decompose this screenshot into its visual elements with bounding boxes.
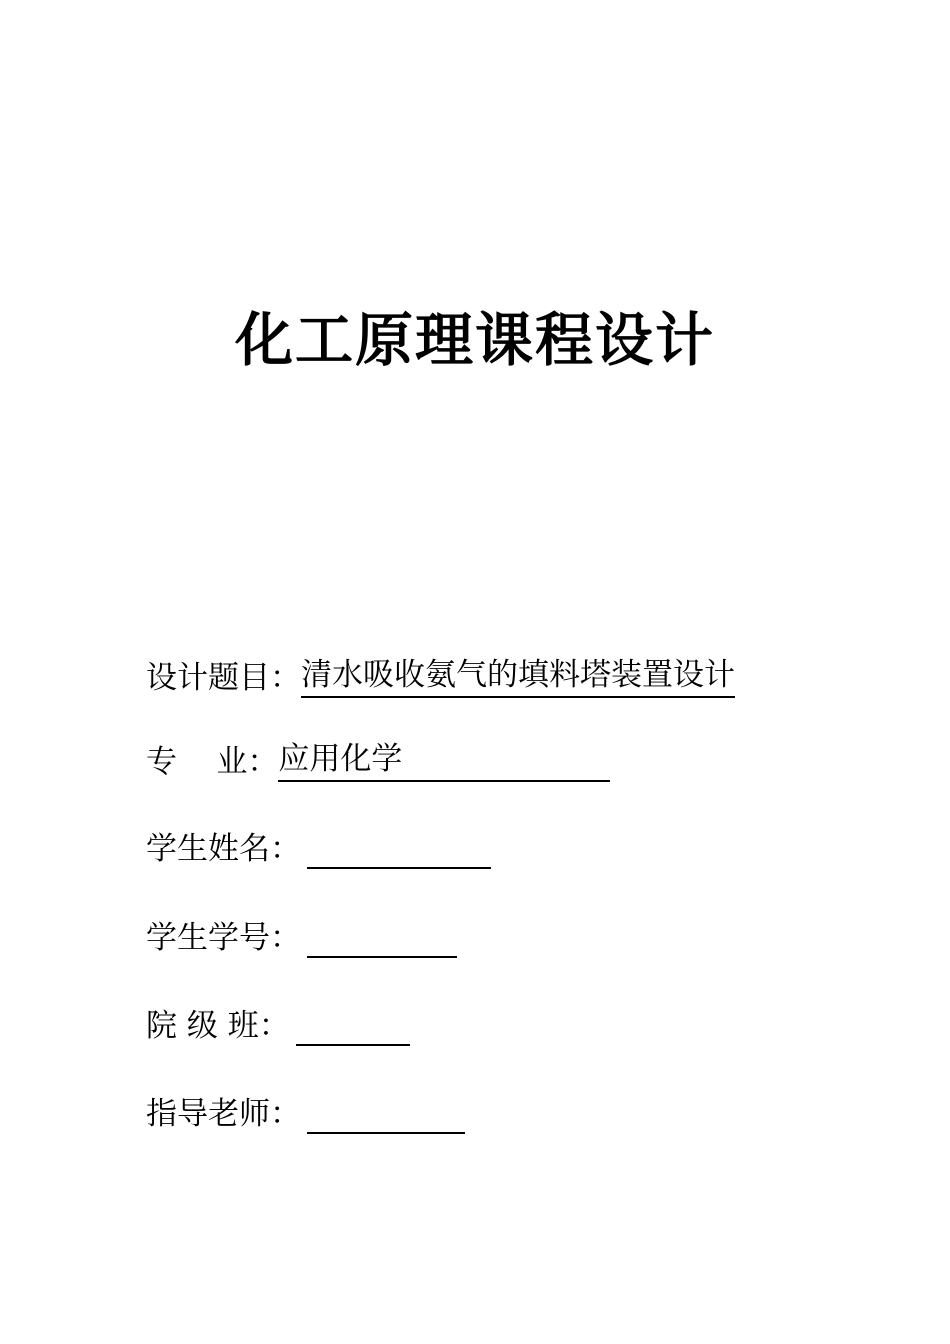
major-value: 应用化学 <box>278 739 610 782</box>
page-title: 化工原理课程设计 <box>234 306 715 374</box>
advisor-row <box>146 1090 465 1134</box>
class-row <box>146 1002 410 1046</box>
student-number-label: 学生学号： <box>146 920 301 956</box>
major-row <box>146 738 610 782</box>
advisor-label: 指导老师： <box>146 1096 301 1132</box>
student-name-row <box>146 825 491 869</box>
class-blank <box>296 1005 410 1046</box>
student-name-label: 学生姓名： <box>146 831 301 867</box>
major-label: 专 业： <box>146 744 279 780</box>
design-topic-label: 设计题目： <box>146 660 301 696</box>
student-number-blank <box>307 917 457 958</box>
advisor-blank <box>307 1093 465 1134</box>
student-number-row <box>146 914 457 958</box>
class-label: 院 级 班： <box>146 1008 290 1044</box>
student-name-blank <box>307 828 491 869</box>
design-topic-value: 清水吸收氨气的填料塔装置设计 <box>301 655 735 698</box>
design-topic-row <box>146 654 735 698</box>
